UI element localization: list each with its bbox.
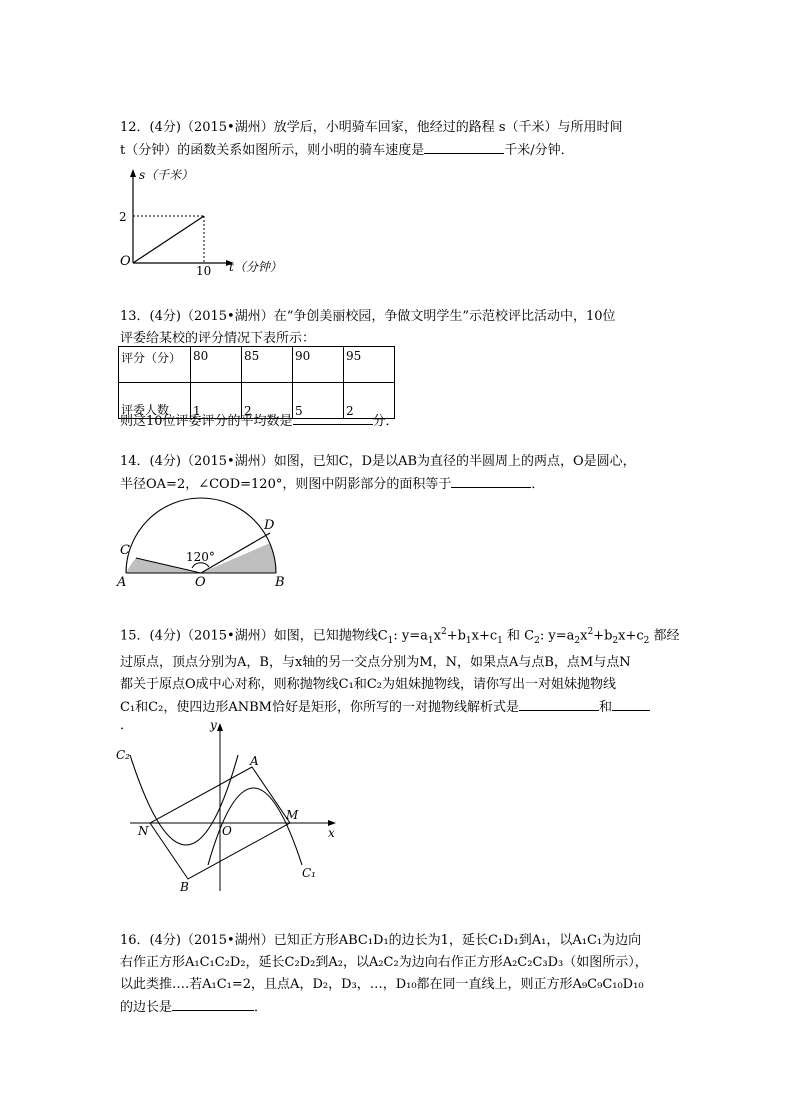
q12-graph [110,165,290,280]
q15-line-5: ． [120,717,134,733]
q15-line-3: 都关于原点O成中心对称，则称抛物线C₁和C₂为姐妹抛物线，请你写出一对姐妹抛物线 [120,676,616,692]
q14-line-1: 14．(4分)（2015•湖州）如图，已知C，D是以AB为直径的半圆周上的两点，O是圆心， [120,454,636,469]
q15-label-b: B [180,880,189,894]
q13-score-table [118,346,395,419]
question-14 [120,451,680,496]
q13-line-2: 评委给某校的评分情况下表所示： [120,331,316,346]
q13-row1-header: 评分（分） [119,347,191,383]
q15-label-n: N [138,824,149,838]
q15-label-c1: C₁ [302,866,316,880]
question-12 [120,117,680,162]
q16-line-1: 16．(4分)（2015•湖州）已知正方形ABC₁D₁的边长为1，延长C₁D₁到A₁，以A₁C₁为边向 [120,933,642,948]
q14-label-c: C [120,543,130,558]
q13-count-cell: 1 [191,383,242,419]
q13-line-1: 13．(4分)（2015•湖州）在“争创美丽校园，争做文明学生”示范校评比活动中，10位 [120,309,616,324]
q12-y-tick: 2 [119,210,127,224]
q13-score-cell: 90 [293,347,344,383]
question-13 [120,306,680,350]
q15-label-o: O [222,824,232,838]
q13-text-d: 分． [372,414,399,429]
q13-count-cell: 2 [242,383,293,419]
q13-count-cell: 2 [344,383,395,419]
q16-line-3: 以此类推….若A₁C₁=2，且点A，D₂，D₃，…，D₁₀都在同一直线上，则正方形A₉C₉C₁₀D₁₀ [120,977,644,992]
q15-label-m: M [286,808,299,822]
q14-text-c: ． [531,477,545,492]
q13-count-cell: 5 [293,383,344,419]
q12-text-c: 千米/分钟． [504,143,574,158]
q12-x-label: t（分钟） [229,260,282,274]
q15-figure [110,715,350,895]
q14-label-d: D [264,518,275,533]
q16-line-2: 右作正方形A₁C₁C₂D₂，延长C₂D₂到A₂，以A₂C₂为边向右作正方形A₂C₂C₃D₃（如图所示）， [120,955,648,970]
q15-answer-blank-1[interactable] [519,696,599,711]
q14-label-o: O [195,575,206,590]
q15-text-d2: 和 [598,699,612,715]
q16-answer-blank[interactable] [172,996,254,1011]
q15-label-x: x [328,826,335,840]
q12-x-tick: 10 [196,264,212,278]
q12-answer-blank[interactable] [424,139,504,154]
q13-score-row [119,347,395,383]
q13-score-cell: 85 [242,347,293,383]
q13-row2-header: 评委人数 [119,383,191,419]
q12-line-1: 12．(4分)（2015•湖州）放学后，小明骑车回家，他经过的路程 s（千米）与所用时间 [120,120,623,135]
q12-line-2 [120,139,680,162]
q15-line-1: 15．(4分)（2015•湖州）如图，已知抛物线$C_1$: $y=a_1x^2+b_1x+c_1$ 和 $C_2$: $y=a_2x^2+b_2x+c_2$ 都经 [120,627,680,646]
q13-text-c: 则这10位评委评分的平均数是 [120,414,293,429]
q15-label-y: y [210,718,217,732]
q15-label-a: A [250,754,259,768]
q16-text-d: 的边长是 [120,1000,173,1015]
q15-text-d1: C₁和C₂，使四边形ANBM恰好是矩形，你所写的一对抛物线解析式是 [120,699,519,715]
q16-text-e: ． [254,1000,268,1015]
q14-label-a: A [117,575,127,590]
q13-line-3 [120,410,680,433]
q15-label-c2: C₂ [116,748,130,762]
q12-line-segment [133,216,204,263]
q15-line-2: 过原点，顶点分别为A，B，与x轴的另一交点分别为M，N，如果点A与点B，点M与点N [120,654,631,670]
q16-line-4 [120,996,680,1016]
q12-text-b: t（分钟）的函数关系如图所示，则小明的骑车速度是 [120,143,425,158]
question-16 [120,930,680,1016]
q12-origin: O [120,254,131,269]
q15-y-arrow [217,723,223,731]
q13-answer-blank[interactable] [293,410,373,425]
q13-score-cell: 95 [344,347,395,383]
q13-score-cell: 80 [191,347,242,383]
q14-answer-blank[interactable] [451,473,531,488]
q15-answer-blank-2[interactable] [612,696,650,711]
q14-angle-label: 120° [186,550,215,564]
q15-text-a1: 15．(4分)（2015•湖州）如图，已知抛物线C [120,628,388,644]
q14-line-2 [120,473,680,496]
q14-figure [112,495,297,590]
q12-y-label: s（千米） [139,168,194,182]
q12-y-arrow [130,169,136,177]
q14-label-b: B [275,575,285,590]
q14-text-b: 半径OA=2，∠COD=120°，则图中阴影部分的面积等于 [120,477,452,492]
